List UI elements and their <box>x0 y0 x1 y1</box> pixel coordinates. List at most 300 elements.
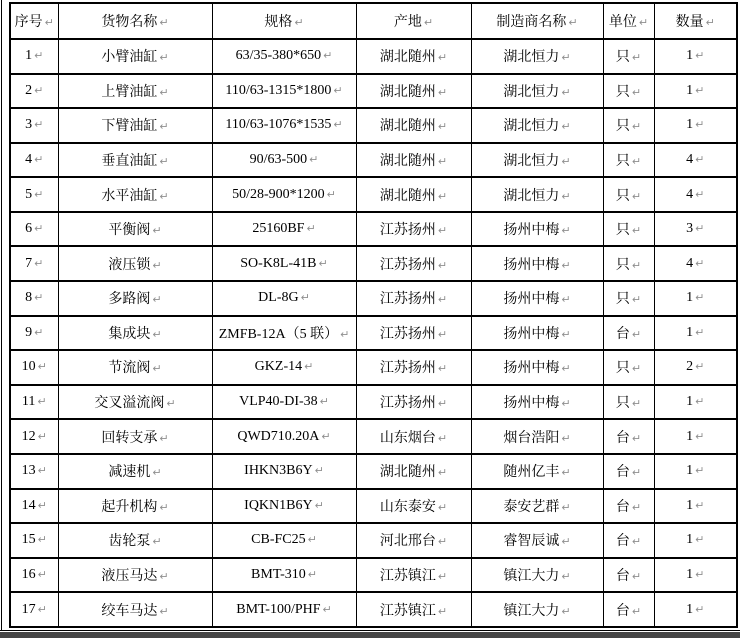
cell-qty[interactable] <box>654 419 737 454</box>
cell-text: 6 <box>25 221 33 237</box>
cell-text: 河北邢台 <box>379 534 436 550</box>
cell-unit[interactable] <box>603 108 654 143</box>
cell-index[interactable] <box>10 385 58 420</box>
cell-end-mark-icon: ↵ <box>44 16 54 29</box>
cell-unit[interactable] <box>603 316 654 351</box>
cell-name[interactable] <box>58 39 212 74</box>
cell-text: 江苏扬州 <box>379 223 436 239</box>
cell-name[interactable] <box>58 592 212 627</box>
cell-unit[interactable] <box>603 143 654 178</box>
cell-spec[interactable] <box>212 454 356 489</box>
cell-end-mark-icon: ↵ <box>152 258 162 272</box>
cell-origin[interactable] <box>356 108 471 143</box>
cell-manufacturer[interactable] <box>471 39 603 74</box>
cell-name[interactable] <box>58 246 212 281</box>
cell-origin[interactable] <box>356 385 471 420</box>
cell-end-mark-icon: ↵ <box>159 155 169 169</box>
cell-index[interactable] <box>10 350 58 385</box>
cell-text: 湖北恒力 <box>503 50 560 66</box>
cell-end-mark-icon: ↵ <box>159 189 169 203</box>
cell-end-mark-icon: ↵ <box>34 256 44 270</box>
cell-text: 1 <box>686 290 694 306</box>
cell-index[interactable] <box>10 143 58 178</box>
cell-origin[interactable] <box>356 39 471 74</box>
cell-index[interactable] <box>10 108 58 143</box>
cell-text: 1 <box>686 463 694 479</box>
cell-manufacturer[interactable] <box>471 592 603 627</box>
cell-unit[interactable] <box>603 489 654 524</box>
table-row <box>10 592 737 627</box>
bottom-frame-line <box>0 630 740 631</box>
column-header-label: 规格 <box>264 15 293 30</box>
cell-qty[interactable] <box>654 523 737 558</box>
cell-spec[interactable] <box>212 350 356 385</box>
cell-text: IHKN3B6Y <box>244 463 313 479</box>
cell-end-mark-icon: ↵ <box>695 49 705 63</box>
table-row <box>10 177 737 212</box>
cell-qty[interactable] <box>654 143 737 178</box>
cell-manufacturer[interactable] <box>471 454 603 489</box>
cell-spec[interactable] <box>212 316 356 351</box>
cell-index[interactable] <box>10 39 58 74</box>
cell-end-mark-icon: ↵ <box>159 431 169 445</box>
cell-text: 110/63-1076*1535 <box>225 117 332 133</box>
cell-end-mark-icon: ↵ <box>631 327 642 341</box>
table-row <box>10 419 737 454</box>
cell-manufacturer[interactable] <box>471 74 603 109</box>
cell-unit[interactable] <box>603 39 654 74</box>
cell-text: 台 <box>615 326 630 342</box>
cell-qty[interactable] <box>654 592 737 627</box>
cell-text: IQKN1B6Y <box>244 497 313 513</box>
cell-end-mark-icon: ↵ <box>437 431 448 445</box>
cell-qty[interactable] <box>654 316 737 351</box>
cell-index[interactable] <box>10 592 58 627</box>
cell-origin[interactable] <box>356 143 471 178</box>
cell-text: 1 <box>686 82 694 98</box>
cell-text: 只 <box>615 84 630 100</box>
cell-end-mark-icon: ↵ <box>631 466 642 480</box>
column-header-label: 序号 <box>14 15 43 30</box>
cell-end-mark-icon: ↵ <box>304 360 314 374</box>
cell-text: 扬州中梅 <box>503 396 560 412</box>
cell-text: 12 <box>21 428 36 444</box>
cell-unit[interactable] <box>603 523 654 558</box>
cell-end-mark-icon: ↵ <box>437 85 448 99</box>
cell-name[interactable] <box>58 143 212 178</box>
cell-end-mark-icon: ↵ <box>695 222 705 236</box>
cell-end-mark-icon: ↵ <box>37 464 47 478</box>
cell-manufacturer[interactable] <box>471 281 603 316</box>
cell-end-mark-icon: ↵ <box>561 85 571 99</box>
cell-end-mark-icon: ↵ <box>37 395 47 409</box>
cell-text: 小臂油缸 <box>101 50 158 66</box>
cell-end-mark-icon: ↵ <box>319 395 329 409</box>
cell-spec[interactable] <box>212 177 356 212</box>
cell-spec[interactable] <box>212 281 356 316</box>
cell-qty[interactable] <box>654 385 737 420</box>
cell-text: 50/28-900*1200 <box>232 186 325 202</box>
cell-text: 随州亿丰 <box>503 465 560 481</box>
cell-qty[interactable] <box>654 74 737 109</box>
cell-qty[interactable] <box>654 350 737 385</box>
cell-text: 江苏扬州 <box>379 326 436 342</box>
cell-spec[interactable] <box>212 108 356 143</box>
column-header-index[interactable] <box>10 3 58 39</box>
cell-text: 烟台浩阳 <box>503 430 560 446</box>
cell-manufacturer[interactable] <box>471 177 603 212</box>
cell-qty[interactable] <box>654 39 737 74</box>
cell-end-mark-icon: ↵ <box>631 500 642 514</box>
cell-name[interactable] <box>58 74 212 109</box>
cell-text: 江苏镇江 <box>379 603 436 619</box>
cell-text: 9 <box>25 324 33 340</box>
cell-end-mark-icon: ↵ <box>631 189 642 203</box>
cell-qty[interactable] <box>654 108 737 143</box>
cell-text: SO-K8L-41B <box>240 255 317 271</box>
cell-text: 台 <box>615 568 630 584</box>
cell-text: 25160BF <box>252 221 305 237</box>
cell-text: 液压锁 <box>108 257 151 273</box>
cell-unit[interactable] <box>603 558 654 593</box>
cell-end-mark-icon: ↵ <box>631 258 642 272</box>
cell-unit[interactable] <box>603 454 654 489</box>
cell-end-mark-icon: ↵ <box>159 500 169 514</box>
cell-index[interactable] <box>10 74 58 109</box>
column-header-label: 产地 <box>393 15 422 30</box>
table-row <box>10 489 737 524</box>
cell-index[interactable] <box>10 212 58 247</box>
column-header-spec[interactable] <box>212 3 356 39</box>
cell-end-mark-icon: ↵ <box>34 187 44 201</box>
cell-end-mark-icon: ↵ <box>561 224 571 238</box>
cell-end-mark-icon: ↵ <box>323 49 333 63</box>
cell-index[interactable] <box>10 454 58 489</box>
cell-origin[interactable] <box>356 212 471 247</box>
cell-end-mark-icon: ↵ <box>333 118 343 132</box>
cell-origin[interactable] <box>356 177 471 212</box>
cell-end-mark-icon: ↵ <box>437 120 448 134</box>
cell-text: 7 <box>25 255 33 271</box>
cell-end-mark-icon: ↵ <box>437 397 448 411</box>
cell-end-mark-icon: ↵ <box>695 153 705 167</box>
cell-text: 泰安艺群 <box>503 499 560 515</box>
cell-end-mark-icon: ↵ <box>561 397 571 411</box>
cell-text: 绞车马达 <box>101 603 158 619</box>
cell-spec[interactable] <box>212 143 356 178</box>
cell-end-mark-icon: ↵ <box>166 397 176 411</box>
cell-name[interactable] <box>58 419 212 454</box>
cell-spec[interactable] <box>212 558 356 593</box>
cell-end-mark-icon: ↵ <box>561 466 571 480</box>
cell-end-mark-icon: ↵ <box>309 153 319 167</box>
cell-origin[interactable] <box>356 592 471 627</box>
cell-end-mark-icon: ↵ <box>631 293 642 307</box>
cell-text: 液压马达 <box>101 568 158 584</box>
cell-text: 湖北随州 <box>379 154 436 170</box>
cell-spec[interactable] <box>212 212 356 247</box>
cell-manufacturer[interactable] <box>471 143 603 178</box>
cell-index[interactable] <box>10 246 58 281</box>
cell-end-mark-icon: ↵ <box>437 466 448 480</box>
cell-text: 14 <box>21 497 36 513</box>
cell-spec[interactable] <box>212 523 356 558</box>
cell-name[interactable] <box>58 108 212 143</box>
cell-unit[interactable] <box>603 385 654 420</box>
cell-unit[interactable] <box>603 246 654 281</box>
cell-text: 齿轮泵 <box>108 534 151 550</box>
cell-end-mark-icon: ↵ <box>561 120 571 134</box>
cell-spec[interactable] <box>212 246 356 281</box>
cell-text: DL-8G <box>258 290 299 306</box>
cell-text: 山东泰安 <box>379 499 436 515</box>
cell-qty[interactable] <box>654 177 737 212</box>
cell-unit[interactable] <box>603 419 654 454</box>
cell-text: 扬州中梅 <box>503 326 560 342</box>
cell-spec[interactable] <box>212 74 356 109</box>
cell-end-mark-icon: ↵ <box>314 498 324 512</box>
cell-text: 110/63-1315*1800 <box>225 82 332 98</box>
cell-text: 10 <box>21 359 36 375</box>
cell-text: QWD710.20A <box>237 428 320 444</box>
header-row <box>10 3 737 39</box>
cell-name[interactable] <box>58 558 212 593</box>
cell-end-mark-icon: ↵ <box>695 187 705 201</box>
cell-origin[interactable] <box>356 350 471 385</box>
cell-spec[interactable] <box>212 419 356 454</box>
cell-qty[interactable] <box>654 489 737 524</box>
cell-text: 回转支承 <box>101 430 158 446</box>
cell-text: 扬州中梅 <box>503 223 560 239</box>
cell-end-mark-icon: ↵ <box>300 291 310 305</box>
cell-end-mark-icon: ↵ <box>631 431 642 445</box>
cell-index[interactable] <box>10 558 58 593</box>
column-header-qty[interactable] <box>654 3 737 39</box>
cell-text: 下臂油缸 <box>101 119 158 135</box>
cell-qty[interactable] <box>654 454 737 489</box>
cell-spec[interactable] <box>212 592 356 627</box>
cell-unit[interactable] <box>603 592 654 627</box>
cell-end-mark-icon: ↵ <box>631 604 642 618</box>
cell-end-mark-icon: ↵ <box>152 466 162 480</box>
cell-manufacturer[interactable] <box>471 108 603 143</box>
cell-end-mark-icon: ↵ <box>561 500 571 514</box>
column-header-manufacturer[interactable] <box>471 3 603 39</box>
column-header-label: 货物名称 <box>101 15 158 30</box>
cell-text: 只 <box>615 361 630 377</box>
cell-text: 只 <box>615 396 630 412</box>
cell-text: 8 <box>25 290 33 306</box>
cell-manufacturer[interactable] <box>471 489 603 524</box>
cell-text: 2 <box>686 359 694 375</box>
cell-end-mark-icon: ↵ <box>695 118 705 132</box>
cell-name[interactable] <box>58 454 212 489</box>
column-header-unit[interactable] <box>603 3 654 39</box>
cell-end-mark-icon: ↵ <box>159 604 169 618</box>
goods-table <box>9 2 738 628</box>
cell-text: 台 <box>615 534 630 550</box>
cell-qty[interactable] <box>654 246 737 281</box>
cell-end-mark-icon: ↵ <box>561 535 571 549</box>
table-row <box>10 212 737 247</box>
cell-origin[interactable] <box>356 74 471 109</box>
cell-text: 1 <box>686 532 694 548</box>
cell-end-mark-icon: ↵ <box>631 397 642 411</box>
table-row <box>10 316 737 351</box>
cell-end-mark-icon: ↵ <box>159 51 169 65</box>
cell-qty[interactable] <box>654 281 737 316</box>
cell-end-mark-icon: ↵ <box>631 362 642 376</box>
cell-text: 江苏镇江 <box>379 568 436 584</box>
cell-end-mark-icon: ↵ <box>437 535 448 549</box>
cell-name[interactable] <box>58 212 212 247</box>
cell-origin[interactable] <box>356 246 471 281</box>
cell-spec[interactable] <box>212 39 356 74</box>
cell-end-mark-icon: ↵ <box>152 224 162 238</box>
cell-text: 多路阀 <box>108 292 151 308</box>
cell-end-mark-icon: ↵ <box>561 327 571 341</box>
cell-index[interactable] <box>10 523 58 558</box>
cell-text: 扬州中梅 <box>503 361 560 377</box>
cell-end-mark-icon: ↵ <box>294 16 304 29</box>
cell-text: 只 <box>615 119 630 135</box>
cell-text: 13 <box>21 463 36 479</box>
cell-unit[interactable] <box>603 281 654 316</box>
cell-text: 湖北恒力 <box>503 119 560 135</box>
cell-end-mark-icon: ↵ <box>318 256 328 270</box>
cell-text: 江苏扬州 <box>379 361 436 377</box>
cell-text: 湖北随州 <box>379 188 436 204</box>
cell-text: 只 <box>615 154 630 170</box>
cell-unit[interactable] <box>603 350 654 385</box>
cell-unit[interactable] <box>603 212 654 247</box>
cell-end-mark-icon: ↵ <box>34 118 44 132</box>
cell-text: 湖北随州 <box>379 84 436 100</box>
cell-text: 1 <box>25 48 33 64</box>
cell-text: 台 <box>615 499 630 515</box>
cell-manufacturer[interactable] <box>471 316 603 351</box>
cell-text: 只 <box>615 223 630 239</box>
cell-text: 镇江大力 <box>503 603 560 619</box>
cell-name[interactable] <box>58 316 212 351</box>
cell-text: VLP40-DI-38 <box>239 394 318 410</box>
cell-spec[interactable] <box>212 385 356 420</box>
cell-end-mark-icon: ↵ <box>37 567 47 581</box>
cell-origin[interactable] <box>356 316 471 351</box>
cell-index[interactable] <box>10 489 58 524</box>
cell-end-mark-icon: ↵ <box>159 85 169 99</box>
left-frame-line <box>1 0 2 631</box>
column-header-name[interactable] <box>58 3 212 39</box>
cell-text: 平衡阀 <box>108 223 151 239</box>
table-row <box>10 385 737 420</box>
cell-index[interactable] <box>10 419 58 454</box>
cell-end-mark-icon: ↵ <box>631 155 642 169</box>
cell-name[interactable] <box>58 350 212 385</box>
cell-origin[interactable] <box>356 454 471 489</box>
cell-text: GKZ-14 <box>254 359 303 375</box>
cell-manufacturer[interactable] <box>471 385 603 420</box>
cell-name[interactable] <box>58 177 212 212</box>
cell-unit[interactable] <box>603 74 654 109</box>
cell-text: 3 <box>25 117 33 133</box>
cell-end-mark-icon: ↵ <box>322 602 332 616</box>
column-header-origin[interactable] <box>356 3 471 39</box>
cell-text: 江苏扬州 <box>379 257 436 273</box>
column-header-label: 数量 <box>675 15 704 30</box>
cell-manufacturer[interactable] <box>471 212 603 247</box>
cell-text: 上臂油缸 <box>101 84 158 100</box>
cell-end-mark-icon: ↵ <box>561 155 571 169</box>
cell-end-mark-icon: ↵ <box>159 569 169 583</box>
cell-end-mark-icon: ↵ <box>561 189 571 203</box>
cell-end-mark-icon: ↵ <box>695 464 705 478</box>
cell-origin[interactable] <box>356 419 471 454</box>
table-row <box>10 350 737 385</box>
cell-end-mark-icon: ↵ <box>307 533 317 547</box>
cell-manufacturer[interactable] <box>471 558 603 593</box>
cell-manufacturer[interactable] <box>471 246 603 281</box>
cell-text: 4 <box>686 255 694 271</box>
cell-end-mark-icon: ↵ <box>152 362 162 376</box>
cell-origin[interactable] <box>356 523 471 558</box>
cell-text: BMT-310 <box>251 566 306 582</box>
cell-end-mark-icon: ↵ <box>37 429 47 443</box>
table-row <box>10 523 737 558</box>
cell-qty[interactable] <box>654 212 737 247</box>
cell-text: 1 <box>686 566 694 582</box>
cell-text: 只 <box>615 257 630 273</box>
cell-end-mark-icon: ↵ <box>37 360 47 374</box>
cell-name[interactable] <box>58 489 212 524</box>
cell-spec[interactable] <box>212 489 356 524</box>
cell-end-mark-icon: ↵ <box>437 604 448 618</box>
cell-end-mark-icon: ↵ <box>631 569 642 583</box>
cell-end-mark-icon: ↵ <box>437 569 448 583</box>
cell-index[interactable] <box>10 281 58 316</box>
cell-manufacturer[interactable] <box>471 523 603 558</box>
cell-end-mark-icon: ↵ <box>37 533 47 547</box>
cell-text: 山东烟台 <box>379 430 436 446</box>
cell-text: 扬州中梅 <box>503 292 560 308</box>
cell-name[interactable] <box>58 281 212 316</box>
cell-end-mark-icon: ↵ <box>695 256 705 270</box>
cell-name[interactable] <box>58 385 212 420</box>
cell-origin[interactable] <box>356 281 471 316</box>
cell-end-mark-icon: ↵ <box>695 395 705 409</box>
cell-origin[interactable] <box>356 558 471 593</box>
cell-end-mark-icon: ↵ <box>34 153 44 167</box>
cell-name[interactable] <box>58 523 212 558</box>
cell-origin[interactable] <box>356 489 471 524</box>
cell-unit[interactable] <box>603 177 654 212</box>
cell-qty[interactable] <box>654 558 737 593</box>
cell-manufacturer[interactable] <box>471 419 603 454</box>
cell-text: 1 <box>686 117 694 133</box>
table-row <box>10 246 737 281</box>
cell-end-mark-icon: ↵ <box>37 498 47 512</box>
cell-text: 2 <box>25 82 33 98</box>
cell-text: 湖北恒力 <box>503 188 560 204</box>
cell-end-mark-icon: ↵ <box>152 327 162 341</box>
cell-text: 1 <box>686 601 694 617</box>
cell-end-mark-icon: ↵ <box>437 362 448 376</box>
cell-index[interactable] <box>10 177 58 212</box>
cell-text: 睿智辰诚 <box>503 534 560 550</box>
cell-index[interactable] <box>10 316 58 351</box>
cell-text: ZMFB-12A（5 联） <box>218 326 339 342</box>
cell-manufacturer[interactable] <box>471 350 603 385</box>
